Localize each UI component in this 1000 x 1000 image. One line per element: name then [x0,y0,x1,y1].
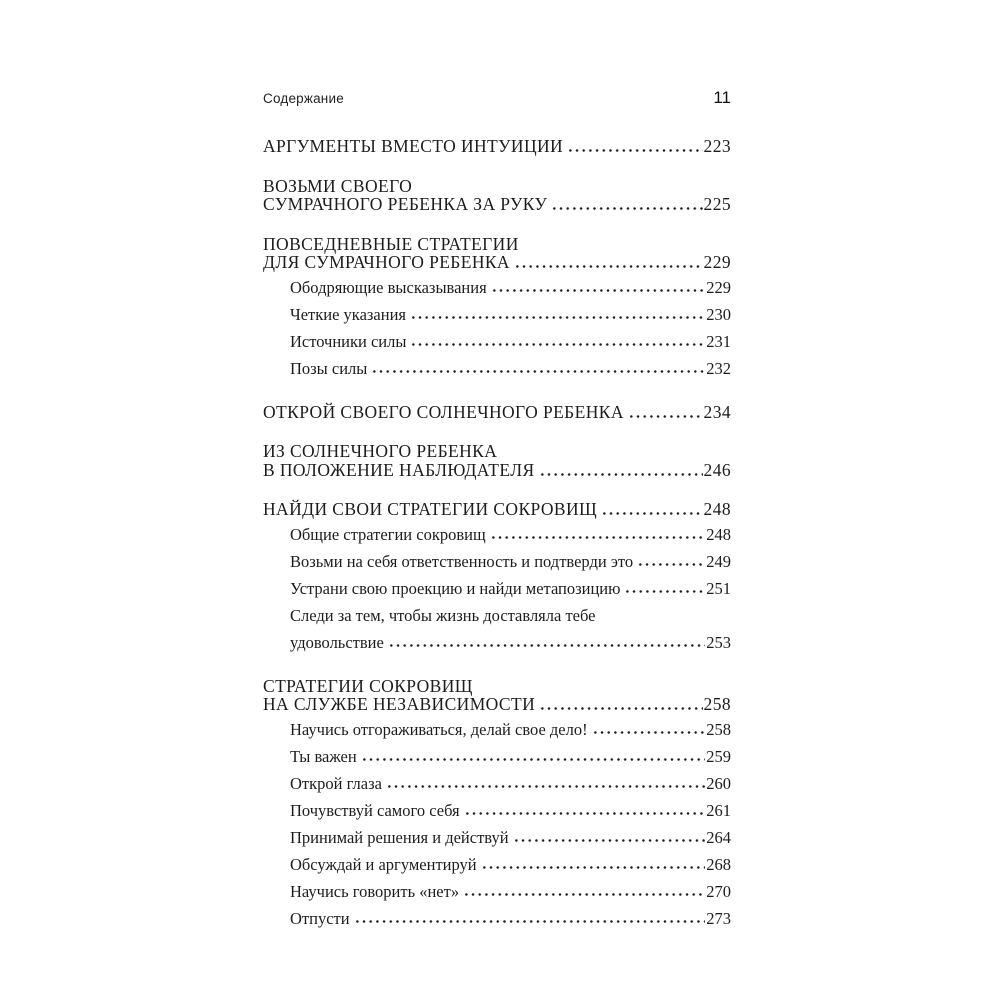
toc-entry-row [263,137,731,156]
toc-entry-title: Отпусти [290,908,350,928]
toc-entry-row [290,328,731,355]
toc-entry-page: 260 [706,773,731,793]
toc-entry-row [290,905,731,932]
toc-entry-page: 229 [703,252,731,272]
toc-entry [263,851,731,878]
toc-entry-title: Источники силы [290,331,407,351]
toc-entry-page: 264 [706,827,731,847]
toc-entry-title: ДЛЯ СУМРАЧНОГО РЕБЕНКА [263,252,510,272]
toc-entry [263,548,731,575]
toc-entry-row [290,274,731,301]
toc-entry [263,575,731,602]
toc-entry-line: ПОВСЕДНЕВНЫЕ СТРАТЕГИИ [263,233,519,254]
toc-entry-page: 273 [706,908,731,928]
running-title: Содержание [263,91,344,106]
dot-leader [565,149,702,152]
toc-entry-title: Научись отгораживаться, делай свое дело! [290,719,588,739]
page-number: 11 [713,88,731,107]
toc-entry-row [263,461,731,480]
dot-leader [537,707,702,710]
dot-leader [626,415,703,418]
dot-leader [384,785,705,788]
toc-entry [263,274,731,301]
toc-entry-title: НА СЛУЖБЕ НЕЗАВИСИМОСТИ [263,694,536,714]
dot-leader [537,473,703,476]
toc-entry-row [263,195,731,214]
dot-leader [462,812,706,815]
toc-entry [263,677,731,714]
toc-entry-row [263,695,731,714]
dot-leader [386,644,705,647]
dot-leader [408,343,705,346]
toc-entry-title: Обсуждай и аргументируй [290,854,477,874]
toc-entry-row [290,824,731,851]
toc-entry [263,878,731,905]
toc-entry-page: 261 [706,800,731,820]
toc-entry-row [290,716,731,743]
toc-entry-page: 251 [706,578,731,598]
toc-entry-title: В ПОЛОЖЕНИЕ НАБЛЮДАТЕЛЯ [263,459,535,480]
toc-entry-page: 230 [706,304,731,324]
toc-entry-row [290,301,731,328]
toc-entry [263,824,731,851]
toc-entry-page: 270 [706,881,731,901]
toc-entry-page: 258 [706,719,731,739]
toc-entry-page: 229 [706,277,731,297]
toc-entry-page: 225 [703,194,731,214]
toc-entry [263,355,731,382]
toc-entry-title: Принимай решения и действуй [290,827,509,847]
dot-leader [352,920,706,923]
dot-leader [590,731,706,734]
dot-leader [511,839,706,842]
toc-entry-row [290,521,731,548]
toc-entry-line: ВОЗЬМИ СВОЕГО [263,175,413,196]
dot-leader [512,265,703,268]
toc-entry-title: Позы силы [290,358,368,378]
toc-entry-title: СУМРАЧНОГО РЕБЕНКА ЗА РУКУ [263,194,548,214]
toc-entry-title: Четкие указания [290,304,406,324]
dot-leader [461,893,705,896]
toc-entry-title: Ободряющие высказывания [290,277,487,297]
toc-entry-row [290,575,731,602]
toc-entry-row [290,743,731,770]
dot-leader [635,563,705,566]
page-content [263,88,731,932]
toc-entry-page: 248 [706,524,731,544]
dot-leader [408,316,705,319]
dot-leader [479,866,706,869]
dot-leader [369,370,705,373]
toc-entry-page: 231 [706,331,731,351]
toc-entry-page: 246 [703,459,731,480]
toc-entry-page: 248 [703,499,731,519]
toc-entry [263,770,731,797]
toc-entry-page: 232 [706,358,731,378]
toc-entry-row [290,770,731,797]
toc-entry [263,521,731,548]
toc-entry-row [290,629,731,656]
toc-entry [263,500,731,519]
toc-entry [263,235,731,272]
toc-entry-row [290,355,731,382]
toc-entry-page: 253 [706,632,731,652]
toc-entry-page: 249 [706,551,731,571]
toc-entry-line: Следи за тем, чтобы жизнь доставляла тебе [290,605,596,625]
toc-entry-title: ОТКРОЙ СВОЕГО СОЛНЕЧНОГО РЕБЕНКА [263,401,624,422]
toc-entry [263,905,731,932]
toc-entry-row [290,878,731,905]
toc-entry-title: Ты важен [290,746,357,766]
toc-entry [263,743,731,770]
toc-entry-row [290,548,731,575]
dot-leader [622,590,705,593]
toc-entry [263,177,731,214]
dot-leader [359,758,706,761]
toc-entry-title: НАЙДИ СВОИ СТРАТЕГИИ СОКРОВИЩ [263,499,598,519]
toc-entry-title: Открой глаза [290,773,382,793]
toc-entry-page: 234 [703,401,731,422]
toc-entry [263,716,731,743]
toc-entry-row [290,851,731,878]
toc-entry-row [263,253,731,272]
toc-entry-title: Общие стратегии сокровищ [290,524,486,544]
toc-entry-title: Устрани свою проекцию и найди метапозицию [290,578,621,598]
toc-entry-row [263,403,731,422]
toc-list [263,137,731,932]
toc-entry-row [290,797,731,824]
dot-leader [549,207,702,210]
toc-entry-title: Научись говорить «нет» [290,881,460,901]
toc-entry-page: 259 [706,746,731,766]
toc-entry [263,328,731,355]
toc-entry [263,403,731,422]
dot-leader [599,512,702,515]
running-head [263,88,731,108]
toc-entry-page: 258 [703,694,731,714]
toc-entry-page: 223 [703,136,731,156]
toc-entry-title: АРГУМЕНТЫ ВМЕСТО ИНТУИЦИИ [263,136,564,156]
toc-entry-title: Почувствуй самого себя [290,800,460,820]
toc-entry-row [263,500,731,519]
toc-entry [263,301,731,328]
dot-leader [489,289,706,292]
toc-entry-line: СТРАТЕГИИ СОКРОВИЩ [263,675,473,696]
toc-entry [263,602,731,656]
toc-entry-title: Возьми на себя ответственность и подтверди это [290,551,634,571]
toc-entry-line: ИЗ СОЛНЕЧНОГО РЕБЕНКА [263,441,498,461]
toc-entry [263,137,731,156]
dot-leader [488,536,706,539]
toc-entry-title: удовольствие [290,632,384,652]
toc-entry [263,797,731,824]
toc-entry [263,442,731,479]
toc-entry-page: 268 [706,854,731,874]
